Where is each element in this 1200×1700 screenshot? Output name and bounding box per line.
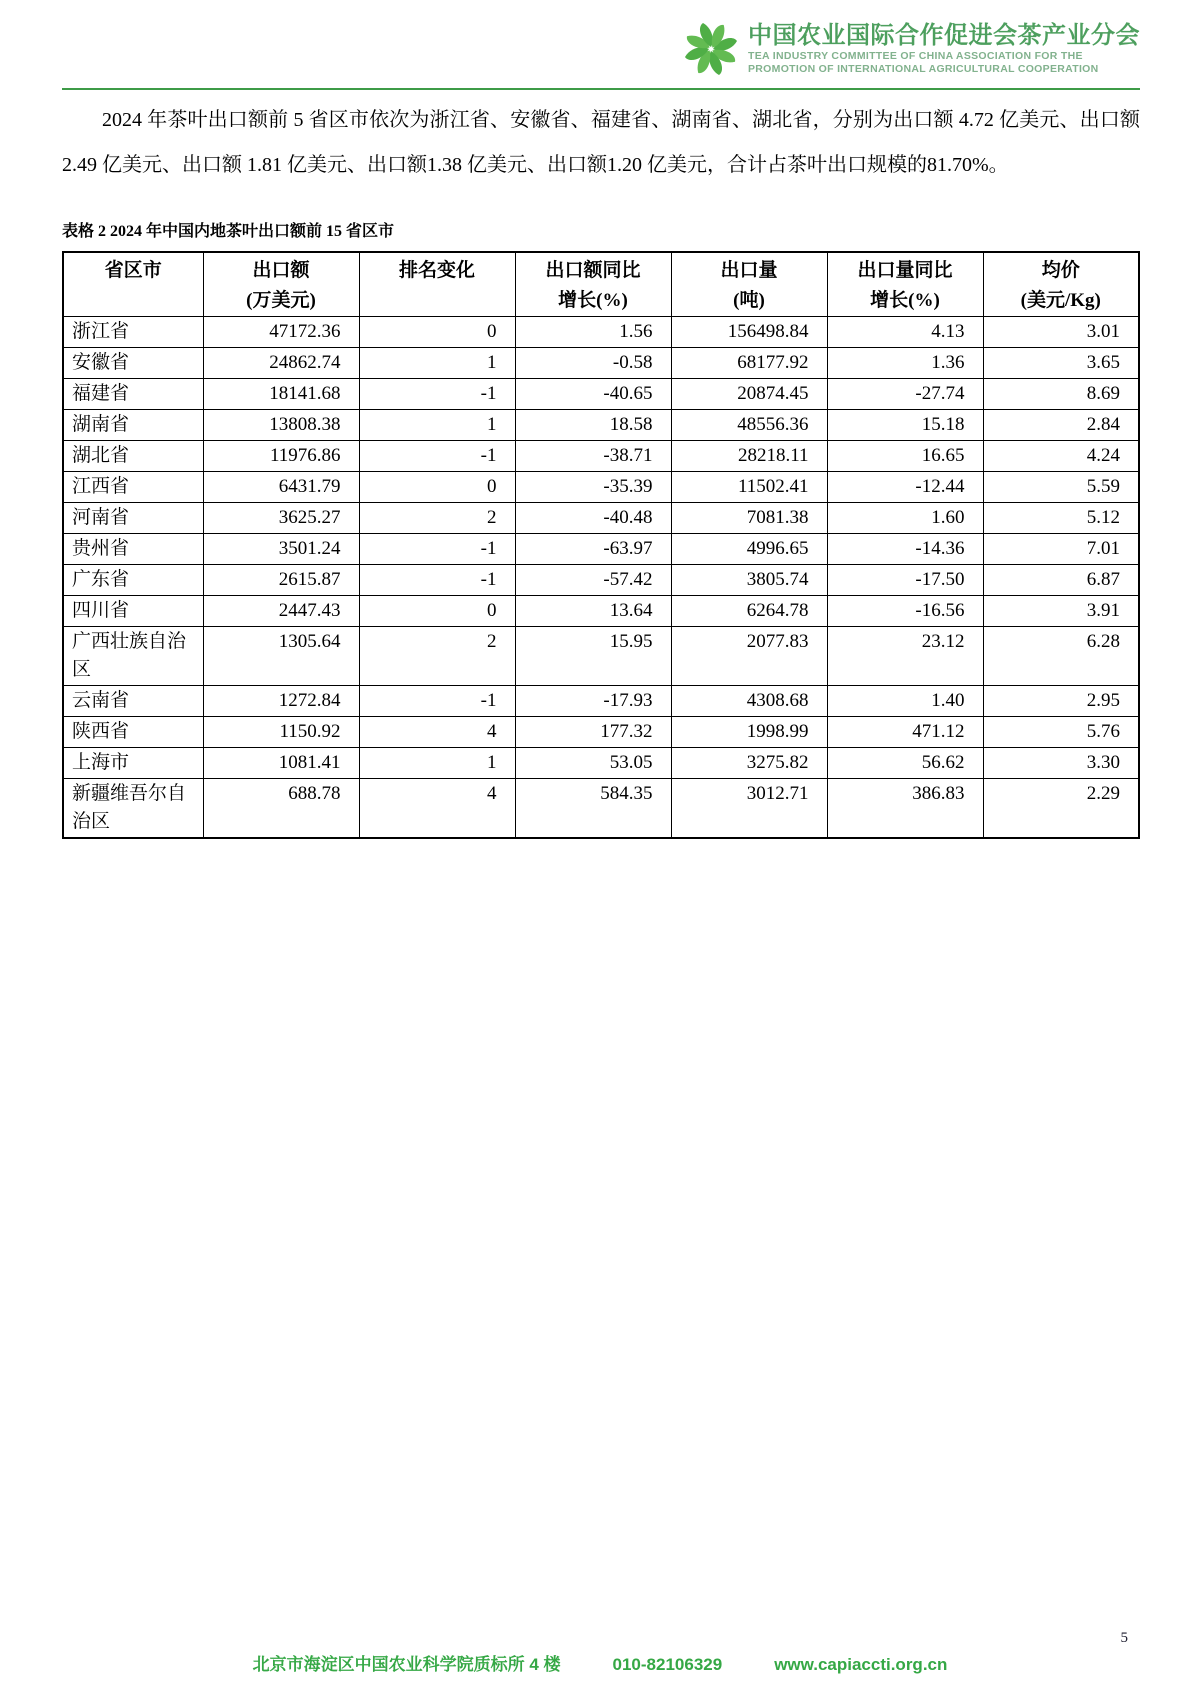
table-row <box>63 627 1139 686</box>
table-row <box>63 348 1139 379</box>
value-cell: 1.40 <box>827 686 983 717</box>
value-cell: 7.01 <box>983 534 1139 565</box>
value-cell: 15.95 <box>515 627 671 686</box>
value-cell: 23.12 <box>827 627 983 686</box>
value-cell: 3.01 <box>983 317 1139 348</box>
value-cell: 13.64 <box>515 596 671 627</box>
page-footer <box>0 1650 1200 1675</box>
value-cell: 5.12 <box>983 503 1139 534</box>
province-cell: 新疆维吾尔自治区 <box>63 779 203 839</box>
table-caption: 表格 2 2024 年中国内地茶叶出口额前 15 省区市 <box>62 223 395 240</box>
value-cell: 3501.24 <box>203 534 359 565</box>
value-cell: 688.78 <box>203 779 359 839</box>
province-cell: 河南省 <box>63 503 203 534</box>
value-cell: 6264.78 <box>671 596 827 627</box>
value-cell: 4 <box>359 717 515 748</box>
value-cell: -35.39 <box>515 472 671 503</box>
value-cell: -57.42 <box>515 565 671 596</box>
value-cell: -1 <box>359 379 515 410</box>
column-header: 出口额 (万美元) <box>203 252 359 317</box>
export-table-body <box>63 317 1139 839</box>
value-cell: 16.65 <box>827 441 983 472</box>
province-cell: 安徽省 <box>63 348 203 379</box>
value-cell: 1.36 <box>827 348 983 379</box>
province-cell: 上海市 <box>63 748 203 779</box>
table-row <box>63 779 1139 839</box>
value-cell: 1150.92 <box>203 717 359 748</box>
province-cell: 浙江省 <box>63 317 203 348</box>
value-cell: 3275.82 <box>671 748 827 779</box>
value-cell: 156498.84 <box>671 317 827 348</box>
value-cell: 3625.27 <box>203 503 359 534</box>
value-cell: 11502.41 <box>671 472 827 503</box>
table-header-row <box>63 252 1139 317</box>
value-cell: 56.62 <box>827 748 983 779</box>
value-cell: 53.05 <box>515 748 671 779</box>
export-table <box>62 251 1140 839</box>
tea-leaf-pinwheel-icon <box>684 22 738 76</box>
value-cell: 6.87 <box>983 565 1139 596</box>
value-cell: 2 <box>359 503 515 534</box>
value-cell: 20874.45 <box>671 379 827 410</box>
table-row <box>63 317 1139 348</box>
value-cell: 471.12 <box>827 717 983 748</box>
value-cell: 3.91 <box>983 596 1139 627</box>
province-cell: 湖北省 <box>63 441 203 472</box>
value-cell: 15.18 <box>827 410 983 441</box>
province-cell: 福建省 <box>63 379 203 410</box>
table-row <box>63 534 1139 565</box>
province-cell: 广东省 <box>63 565 203 596</box>
value-cell: 4.13 <box>827 317 983 348</box>
value-cell: 0 <box>359 317 515 348</box>
column-header: 出口额同比 增长(%) <box>515 252 671 317</box>
table-row <box>63 717 1139 748</box>
table-row <box>63 565 1139 596</box>
value-cell: 2615.87 <box>203 565 359 596</box>
page-header <box>0 0 1200 76</box>
value-cell: -0.58 <box>515 348 671 379</box>
value-cell: 1998.99 <box>671 717 827 748</box>
value-cell: 2 <box>359 627 515 686</box>
value-cell: -63.97 <box>515 534 671 565</box>
value-cell: 1 <box>359 748 515 779</box>
value-cell: 0 <box>359 596 515 627</box>
footer-address: 北京市海淀区中国农业科学院质标所 4 楼 <box>252 1655 561 1674</box>
value-cell: 3.65 <box>983 348 1139 379</box>
value-cell: -27.74 <box>827 379 983 410</box>
value-cell: 1.60 <box>827 503 983 534</box>
column-header: 出口量 (吨) <box>671 252 827 317</box>
value-cell: 24862.74 <box>203 348 359 379</box>
value-cell: 48556.36 <box>671 410 827 441</box>
value-cell: 3012.71 <box>671 779 827 839</box>
value-cell: 4.24 <box>983 441 1139 472</box>
value-cell: -38.71 <box>515 441 671 472</box>
value-cell: 6.28 <box>983 627 1139 686</box>
footer-website-link[interactable]: www.capiaccti.org.cn <box>774 1655 948 1674</box>
value-cell: 1081.41 <box>203 748 359 779</box>
province-cell: 四川省 <box>63 596 203 627</box>
intro-paragraph: 2024 年茶叶出口额前 5 省区市依次为浙江省、安徽省、福建省、湖南省、湖北省，分别为出口额 4.72 亿美元、出口额 2.49 亿美元、出口额 1.81 亿美元、出口额1.38 亿美元、出口额1.20 亿美元，合计占茶叶出口规模的81.70%。 <box>62 109 1140 176</box>
value-cell: 7081.38 <box>671 503 827 534</box>
value-cell: -40.48 <box>515 503 671 534</box>
value-cell: -1 <box>359 565 515 596</box>
value-cell: 177.32 <box>515 717 671 748</box>
value-cell: 4996.65 <box>671 534 827 565</box>
org-subtitle-line1: TEA INDUSTRY COMMITTEE OF CHINA ASSOCIATION FOR THE <box>748 50 1083 62</box>
org-name: 中国农业国际合作促进会茶产业分会 <box>748 22 1140 49</box>
value-cell: -14.36 <box>827 534 983 565</box>
column-header: 排名变化 <box>359 252 515 317</box>
value-cell: 1 <box>359 348 515 379</box>
table-row <box>63 748 1139 779</box>
value-cell: 18141.68 <box>203 379 359 410</box>
value-cell: -17.93 <box>515 686 671 717</box>
table-row <box>63 596 1139 627</box>
value-cell: -12.44 <box>827 472 983 503</box>
column-header: 出口量同比 增长(%) <box>827 252 983 317</box>
value-cell: 386.83 <box>827 779 983 839</box>
value-cell: 3805.74 <box>671 565 827 596</box>
value-cell: 8.69 <box>983 379 1139 410</box>
value-cell: 2.95 <box>983 686 1139 717</box>
value-cell: 1 <box>359 410 515 441</box>
province-cell: 江西省 <box>63 472 203 503</box>
table-row <box>63 686 1139 717</box>
table-row <box>63 441 1139 472</box>
value-cell: -40.65 <box>515 379 671 410</box>
footer-phone: 010-82106329 <box>612 1655 723 1674</box>
header-divider <box>62 88 1140 90</box>
value-cell: 11976.86 <box>203 441 359 472</box>
value-cell: 4308.68 <box>671 686 827 717</box>
province-cell: 广西壮族自治区 <box>63 627 203 686</box>
value-cell: 28218.11 <box>671 441 827 472</box>
value-cell: 1.56 <box>515 317 671 348</box>
value-cell: 2.84 <box>983 410 1139 441</box>
value-cell: 18.58 <box>515 410 671 441</box>
table-row <box>63 503 1139 534</box>
value-cell: 2077.83 <box>671 627 827 686</box>
value-cell: -1 <box>359 441 515 472</box>
value-cell: 68177.92 <box>671 348 827 379</box>
value-cell: 13808.38 <box>203 410 359 441</box>
value-cell: 6431.79 <box>203 472 359 503</box>
table-row <box>63 379 1139 410</box>
value-cell: 47172.36 <box>203 317 359 348</box>
value-cell: 2.29 <box>983 779 1139 839</box>
table-row <box>63 410 1139 441</box>
value-cell: 0 <box>359 472 515 503</box>
value-cell: -1 <box>359 534 515 565</box>
province-cell: 湖南省 <box>63 410 203 441</box>
value-cell: 4 <box>359 779 515 839</box>
value-cell: 2447.43 <box>203 596 359 627</box>
org-subtitle-line2: PROMOTION OF INTERNATIONAL AGRICULTURAL COOPERATION <box>748 63 1099 75</box>
value-cell: -17.50 <box>827 565 983 596</box>
province-cell: 贵州省 <box>63 534 203 565</box>
value-cell: 584.35 <box>515 779 671 839</box>
value-cell: 3.30 <box>983 748 1139 779</box>
value-cell: -16.56 <box>827 596 983 627</box>
value-cell: -1 <box>359 686 515 717</box>
page-number: 5 <box>1120 1630 1128 1646</box>
value-cell: 1272.84 <box>203 686 359 717</box>
table-row <box>63 472 1139 503</box>
column-header: 均价 (美元/Kg) <box>983 252 1139 317</box>
column-header: 省区市 <box>63 252 203 317</box>
page-content <box>0 98 1200 839</box>
province-cell: 陕西省 <box>63 717 203 748</box>
value-cell: 5.59 <box>983 472 1139 503</box>
province-cell: 云南省 <box>63 686 203 717</box>
value-cell: 1305.64 <box>203 627 359 686</box>
value-cell: 5.76 <box>983 717 1139 748</box>
org-identity <box>748 22 1140 76</box>
